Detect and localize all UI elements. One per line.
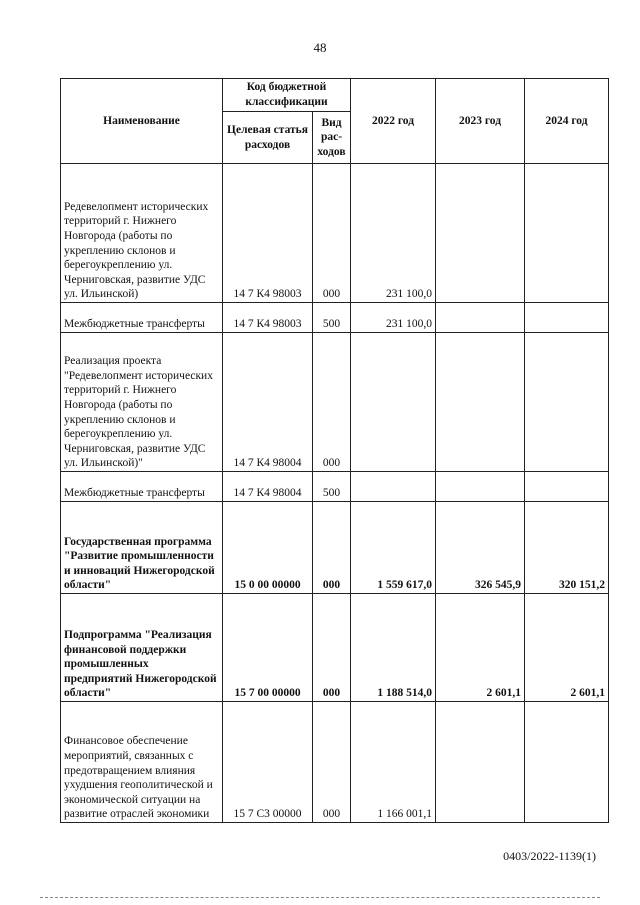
header-target-article: Целевая статья расходов bbox=[223, 112, 313, 164]
cell-2023: 326 545,9 bbox=[436, 502, 525, 594]
cell-2024 bbox=[525, 303, 609, 333]
cell-expense-type: 000 bbox=[313, 594, 351, 702]
table-row bbox=[61, 594, 609, 702]
cell-2024 bbox=[525, 164, 609, 303]
table-row bbox=[61, 164, 609, 303]
table-row bbox=[61, 333, 609, 472]
cell-2023 bbox=[436, 472, 525, 502]
cell-target-article: 15 0 00 00000 bbox=[223, 502, 313, 594]
cell-2024 bbox=[525, 472, 609, 502]
table-row bbox=[61, 502, 609, 594]
table-body bbox=[61, 164, 609, 823]
cell-expense-type: 000 bbox=[313, 333, 351, 472]
header-row-top bbox=[61, 79, 609, 112]
cell-2022: 1 559 617,0 bbox=[351, 502, 436, 594]
cell-target-article: 14 7 К4 98004 bbox=[223, 333, 313, 472]
header-year-2022: 2022 год bbox=[351, 79, 436, 164]
cell-name: Подпрограмма "Реализация финансовой поддержки промышленных предприятий Нижегородской области" bbox=[61, 594, 223, 702]
table-row bbox=[61, 303, 609, 333]
cell-2022: 231 100,0 bbox=[351, 303, 436, 333]
page-number: 48 bbox=[313, 40, 327, 55]
cell-2022: 1 166 001,1 bbox=[351, 702, 436, 823]
cell-2022 bbox=[351, 333, 436, 472]
cell-target-article: 14 7 К4 98003 bbox=[223, 164, 313, 303]
cell-2024 bbox=[525, 702, 609, 823]
document-code: 0403/2022-1139(1) bbox=[503, 849, 596, 863]
cell-2022: 1 188 514,0 bbox=[351, 594, 436, 702]
cell-target-article: 15 7 С3 00000 bbox=[223, 702, 313, 823]
header-expense-type: Вид рас-ходов bbox=[313, 112, 351, 164]
cell-target-article: 14 7 К4 98003 bbox=[223, 303, 313, 333]
cell-target-article: 15 7 00 00000 bbox=[223, 594, 313, 702]
cell-name: Финансовое обеспечение мероприятий, связанных с предотвращением влияния ухудшения геополитической и экономической ситуации на развитие отраслей экономики bbox=[61, 702, 223, 823]
cell-target-article: 14 7 К4 98004 bbox=[223, 472, 313, 502]
table-row bbox=[61, 702, 609, 823]
cell-expense-type: 500 bbox=[313, 303, 351, 333]
header-year-2023: 2023 год bbox=[436, 79, 525, 164]
cell-2022 bbox=[351, 472, 436, 502]
table-row bbox=[61, 472, 609, 502]
cell-expense-type: 500 bbox=[313, 472, 351, 502]
cell-name: Реализация проекта "Редевелопмент исторических территорий г. Нижнего Новгорода (работы по укреплению склонов и берегоукреплению ул. Черниговская, развитие УДС ул. Ильинской)" bbox=[61, 333, 223, 472]
cell-expense-type: 000 bbox=[313, 702, 351, 823]
cell-2024: 2 601,1 bbox=[525, 594, 609, 702]
cell-2022: 231 100,0 bbox=[351, 164, 436, 303]
cell-2023 bbox=[436, 164, 525, 303]
cell-expense-type: 000 bbox=[313, 502, 351, 594]
cell-name: Государственная программа "Развитие промышленности и инноваций Нижегородской области" bbox=[61, 502, 223, 594]
header-name: Наименование bbox=[61, 79, 223, 164]
cell-2023 bbox=[436, 303, 525, 333]
cell-expense-type: 000 bbox=[313, 164, 351, 303]
header-year-2024: 2024 год bbox=[525, 79, 609, 164]
cell-2023: 2 601,1 bbox=[436, 594, 525, 702]
cell-2023 bbox=[436, 333, 525, 472]
cell-name: Межбюджетные трансферты bbox=[61, 472, 223, 502]
header-budget-code: Код бюджетной классификации bbox=[223, 79, 351, 112]
cell-2024: 320 151,2 bbox=[525, 502, 609, 594]
cell-name: Редевелопмент исторических территорий г. Нижнего Новгорода (работы по укреплению склонов и берегоукреплению ул. Черниговская, развитие УДС ул. Ильинской) bbox=[61, 164, 223, 303]
scan-edge-line bbox=[40, 897, 600, 899]
cell-name: Межбюджетные трансферты bbox=[61, 303, 223, 333]
cell-2024 bbox=[525, 333, 609, 472]
budget-table bbox=[60, 78, 609, 823]
cell-2023 bbox=[436, 702, 525, 823]
